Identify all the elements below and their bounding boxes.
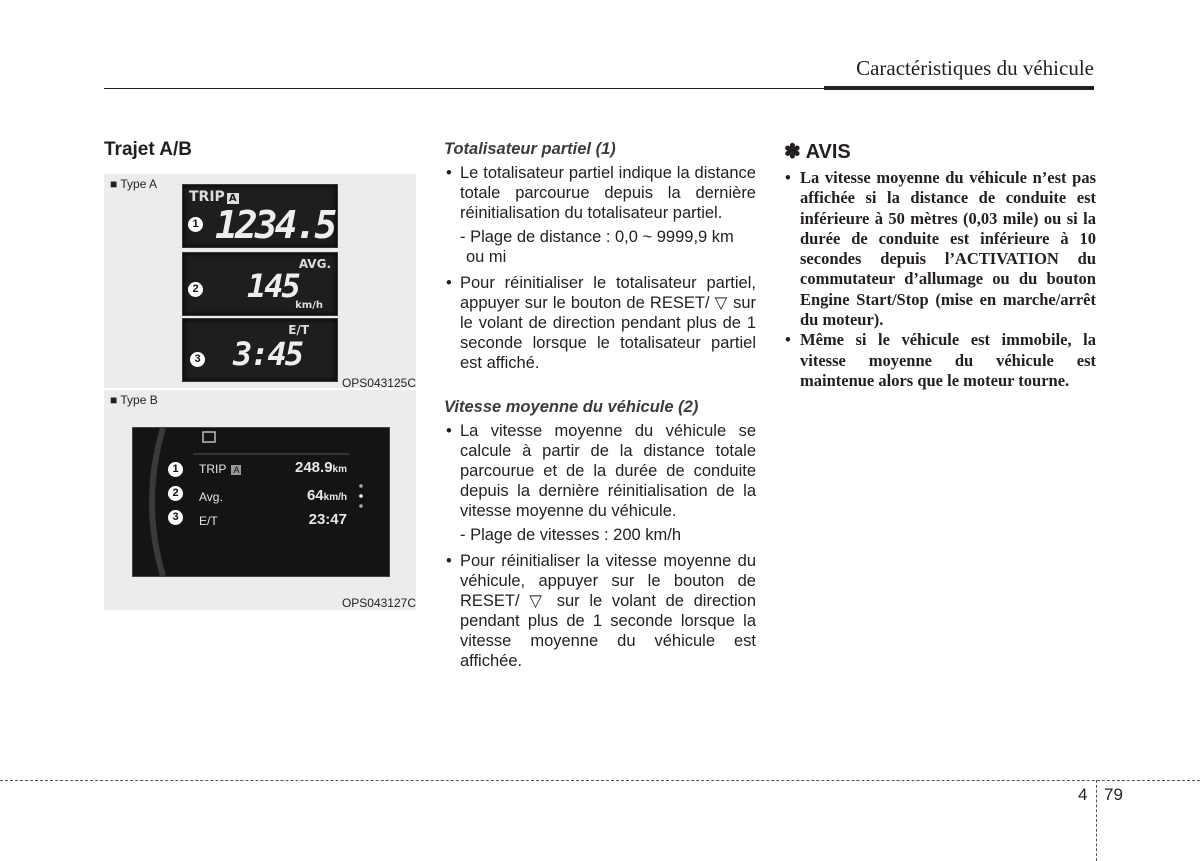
chapter-number: 4 [1078, 785, 1088, 804]
cluster-et-value: 23:47 [308, 511, 347, 528]
trip-range: - Plage de distance : 0,0 ~ 9999,9 km ou mi [460, 228, 734, 266]
header-rule-accent [824, 86, 1094, 90]
heading-avg-speed: Vitesse moyenne du véhicule (2) [444, 398, 699, 416]
figure-type-a [104, 174, 416, 388]
notice-list [784, 168, 1096, 391]
lcd-trip-text: TRIP [189, 189, 225, 205]
cluster-row-et [199, 511, 375, 528]
speed-range: - Plage de vitesses : 200 km/h [460, 526, 682, 544]
paragraph-trip-reset: • Pour réinitialiser le totalisateur partiel, appuyer sur le bouton de RESET/ ▽ sur le volant de direction pendant plus de 1 seconde lorsque le totalisateur partiel est affiché. [444, 273, 756, 373]
cluster-trip-label: TRIP [199, 462, 227, 476]
cluster-row-avg [199, 487, 375, 504]
cluster-avg-unit: km/h [323, 492, 347, 503]
paragraph-avg-reset: • Pour réinitialiser la vitesse moyenne du véhicule, appuyer sur le bouton de RESET/ ▽ sur le volant de direction pendant plus de 1 seconde lorsque la vitesse moyenne du véhicule est affichée. [444, 551, 756, 671]
callout-2: 2 [188, 282, 203, 297]
cluster-et-label: E/T [199, 514, 218, 528]
notice-box [784, 139, 1096, 391]
lcd-avg-unit: km/h [295, 300, 323, 311]
callout-b-1: 1 [168, 462, 183, 477]
figure-b-code: OPS043127C [341, 596, 416, 610]
cluster-display [132, 427, 390, 577]
cluster-avg-value: 64 [306, 487, 324, 504]
notice-item: • La vitesse moyenne du véhicule n’est pas affichée si la distance de conduite est inférieure à 50 mètres (0,03 mile) ou si la durée de conduite est inférieure à 10 secondes depuis l’ACTIVATION du commutateur d’allumage ou du bouton Engine Start/Stop (mise en marche/arrêt du moteur). [784, 168, 1096, 330]
footer-divider [1096, 780, 1097, 861]
notice-item: • Même si le véhicule est immobile, la vitesse moyenne du véhicule est maintenue alors que le moteur tourne. [784, 330, 1096, 391]
callout-b-3: 3 [168, 510, 183, 525]
running-header: Caractéristiques du véhicule [856, 56, 1094, 80]
cluster-avg-label: Avg. [199, 490, 223, 504]
figure-type-b-label: ■ Type B [110, 393, 158, 407]
cluster-trip-value: 248.9 [295, 459, 333, 476]
paragraph-trip-desc: • Le totalisateur partiel indique la distance totale parcourue depuis la dernière réinitialisation du totalisateur partiel. [444, 163, 756, 223]
figure-type-b [104, 390, 416, 610]
callout-1: 1 [188, 217, 203, 232]
callout-3: 3 [190, 352, 205, 367]
heading-trip: Totalisateur partiel (1) [444, 140, 616, 158]
lcd-et-panel [182, 318, 338, 382]
figure-a-code: OPS043125C [341, 376, 416, 390]
paragraph-avg-desc: • La vitesse moyenne du véhicule se calcule à partir de la distance totale parcourue et de la durée de conduite depuis la dernière réinitialisation de la vitesse moyenne du véhicule. [444, 421, 756, 521]
page-number: 79 [1104, 785, 1123, 804]
lcd-et-value: 3:45 [233, 335, 303, 373]
lcd-avg-panel [182, 252, 338, 316]
notice-title: ✽ AVIS [784, 141, 851, 163]
section-title: Trajet A/B [104, 139, 192, 160]
cluster-trip-unit: km [332, 464, 347, 475]
footer-rule [0, 780, 1200, 781]
figure-type-a-label: ■ Type A [110, 177, 158, 191]
lcd-avg-value: 145 [247, 267, 299, 305]
middle-column [444, 139, 756, 671]
trip-a-badge: A [228, 193, 237, 204]
cluster-trip-badge: A [233, 465, 240, 475]
cluster-row-trip [199, 459, 375, 476]
callout-b-2: 2 [168, 486, 183, 501]
lcd-avg-label: AVG. [298, 257, 331, 271]
lcd-trip-value: 1234.5 [215, 203, 335, 247]
lcd-trip-panel [182, 184, 338, 248]
lcd-et-label: E/T [288, 323, 309, 337]
